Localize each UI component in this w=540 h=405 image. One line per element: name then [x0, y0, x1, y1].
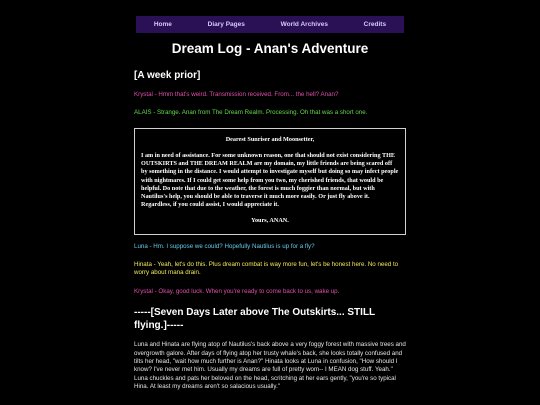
nav-credits-link[interactable]: Credits	[363, 21, 387, 28]
dialogue-line-hinata: Hinata - Yeah, let's do this. Plus dream combat is way more fun, let's be honest here. No need to worry about mana drain.	[134, 261, 399, 277]
letter-salutation: Dearest Sunriser and Moonsetter,	[225, 135, 315, 143]
letter-box	[134, 128, 406, 235]
narrative-paragraph: Luna and Hinata are flying atop of Nautilus's back above a very foggy forest with massive trees and overgrowth galore. After days of flying atop her trusty whale's back, she looks totally confused and tilts her head, "wait how much further is Anan?" Hinata looks at Luna in confusion, "How should I know? I've never met him. Usually my dreams are full of pretty wom-- I MEAN dog stuff. Yeah." Luna chuckles and pats her beloved on the head, scritching at her ears gently, "you're so typical Hina. At least my dreams aren't so salacious usually."	[134, 341, 406, 391]
page-title: Dream Log - Anan's Adventure	[171, 41, 369, 56]
dialogue-line-luna: Luna - Hm. I suppose we could? Hopefully Nautilus is up for a fly?	[134, 242, 315, 250]
dialogue-line-krystal: Krystal - Hmm that's weird. Transmission received. From... the hell? Anan?	[134, 91, 339, 98]
log-content	[134, 70, 406, 402]
letter-body: I am in need of assistance. For some unknown reason, one that should not exist considering THE OUTSKIRTS and THE DREAM REALM are my domain, my little friends are being scared off by something in the distance. I would attempt to investigate myself but doing so may infect people with nightmares. If I could get some help from you two, my cherished friends, that would be helpful. Do note that due to the weather, the forest is much foggier than normal, but with Nautilus's help, you should be able to traverse it much more easily. Or just fly above it. Regardless, if you could assist, I would appreciate it.	[141, 152, 399, 209]
top-nav	[136, 16, 404, 33]
nav-home-link[interactable]: Home	[153, 21, 172, 28]
nav-world-archives-link[interactable]: World Archives	[280, 21, 328, 28]
letter-signature: Yours, ANAN.	[251, 217, 289, 225]
dialogue-line-krystal-2: Krystal - Okay, good luck. When you're ready to come back to us, wake up.	[134, 287, 340, 295]
section-heading-seven-days-later: -----[Seven Days Later above The Outskirts... STILL flying.]-----	[134, 307, 375, 332]
section-heading-week-prior: [A week prior]	[134, 70, 201, 81]
dialogue-line-alais: ALAIS - Strange. Anan from The Dream Realm. Processing. Oh that was a short one.	[134, 109, 368, 117]
nav-diary-pages-link[interactable]: Diary Pages	[207, 21, 245, 28]
